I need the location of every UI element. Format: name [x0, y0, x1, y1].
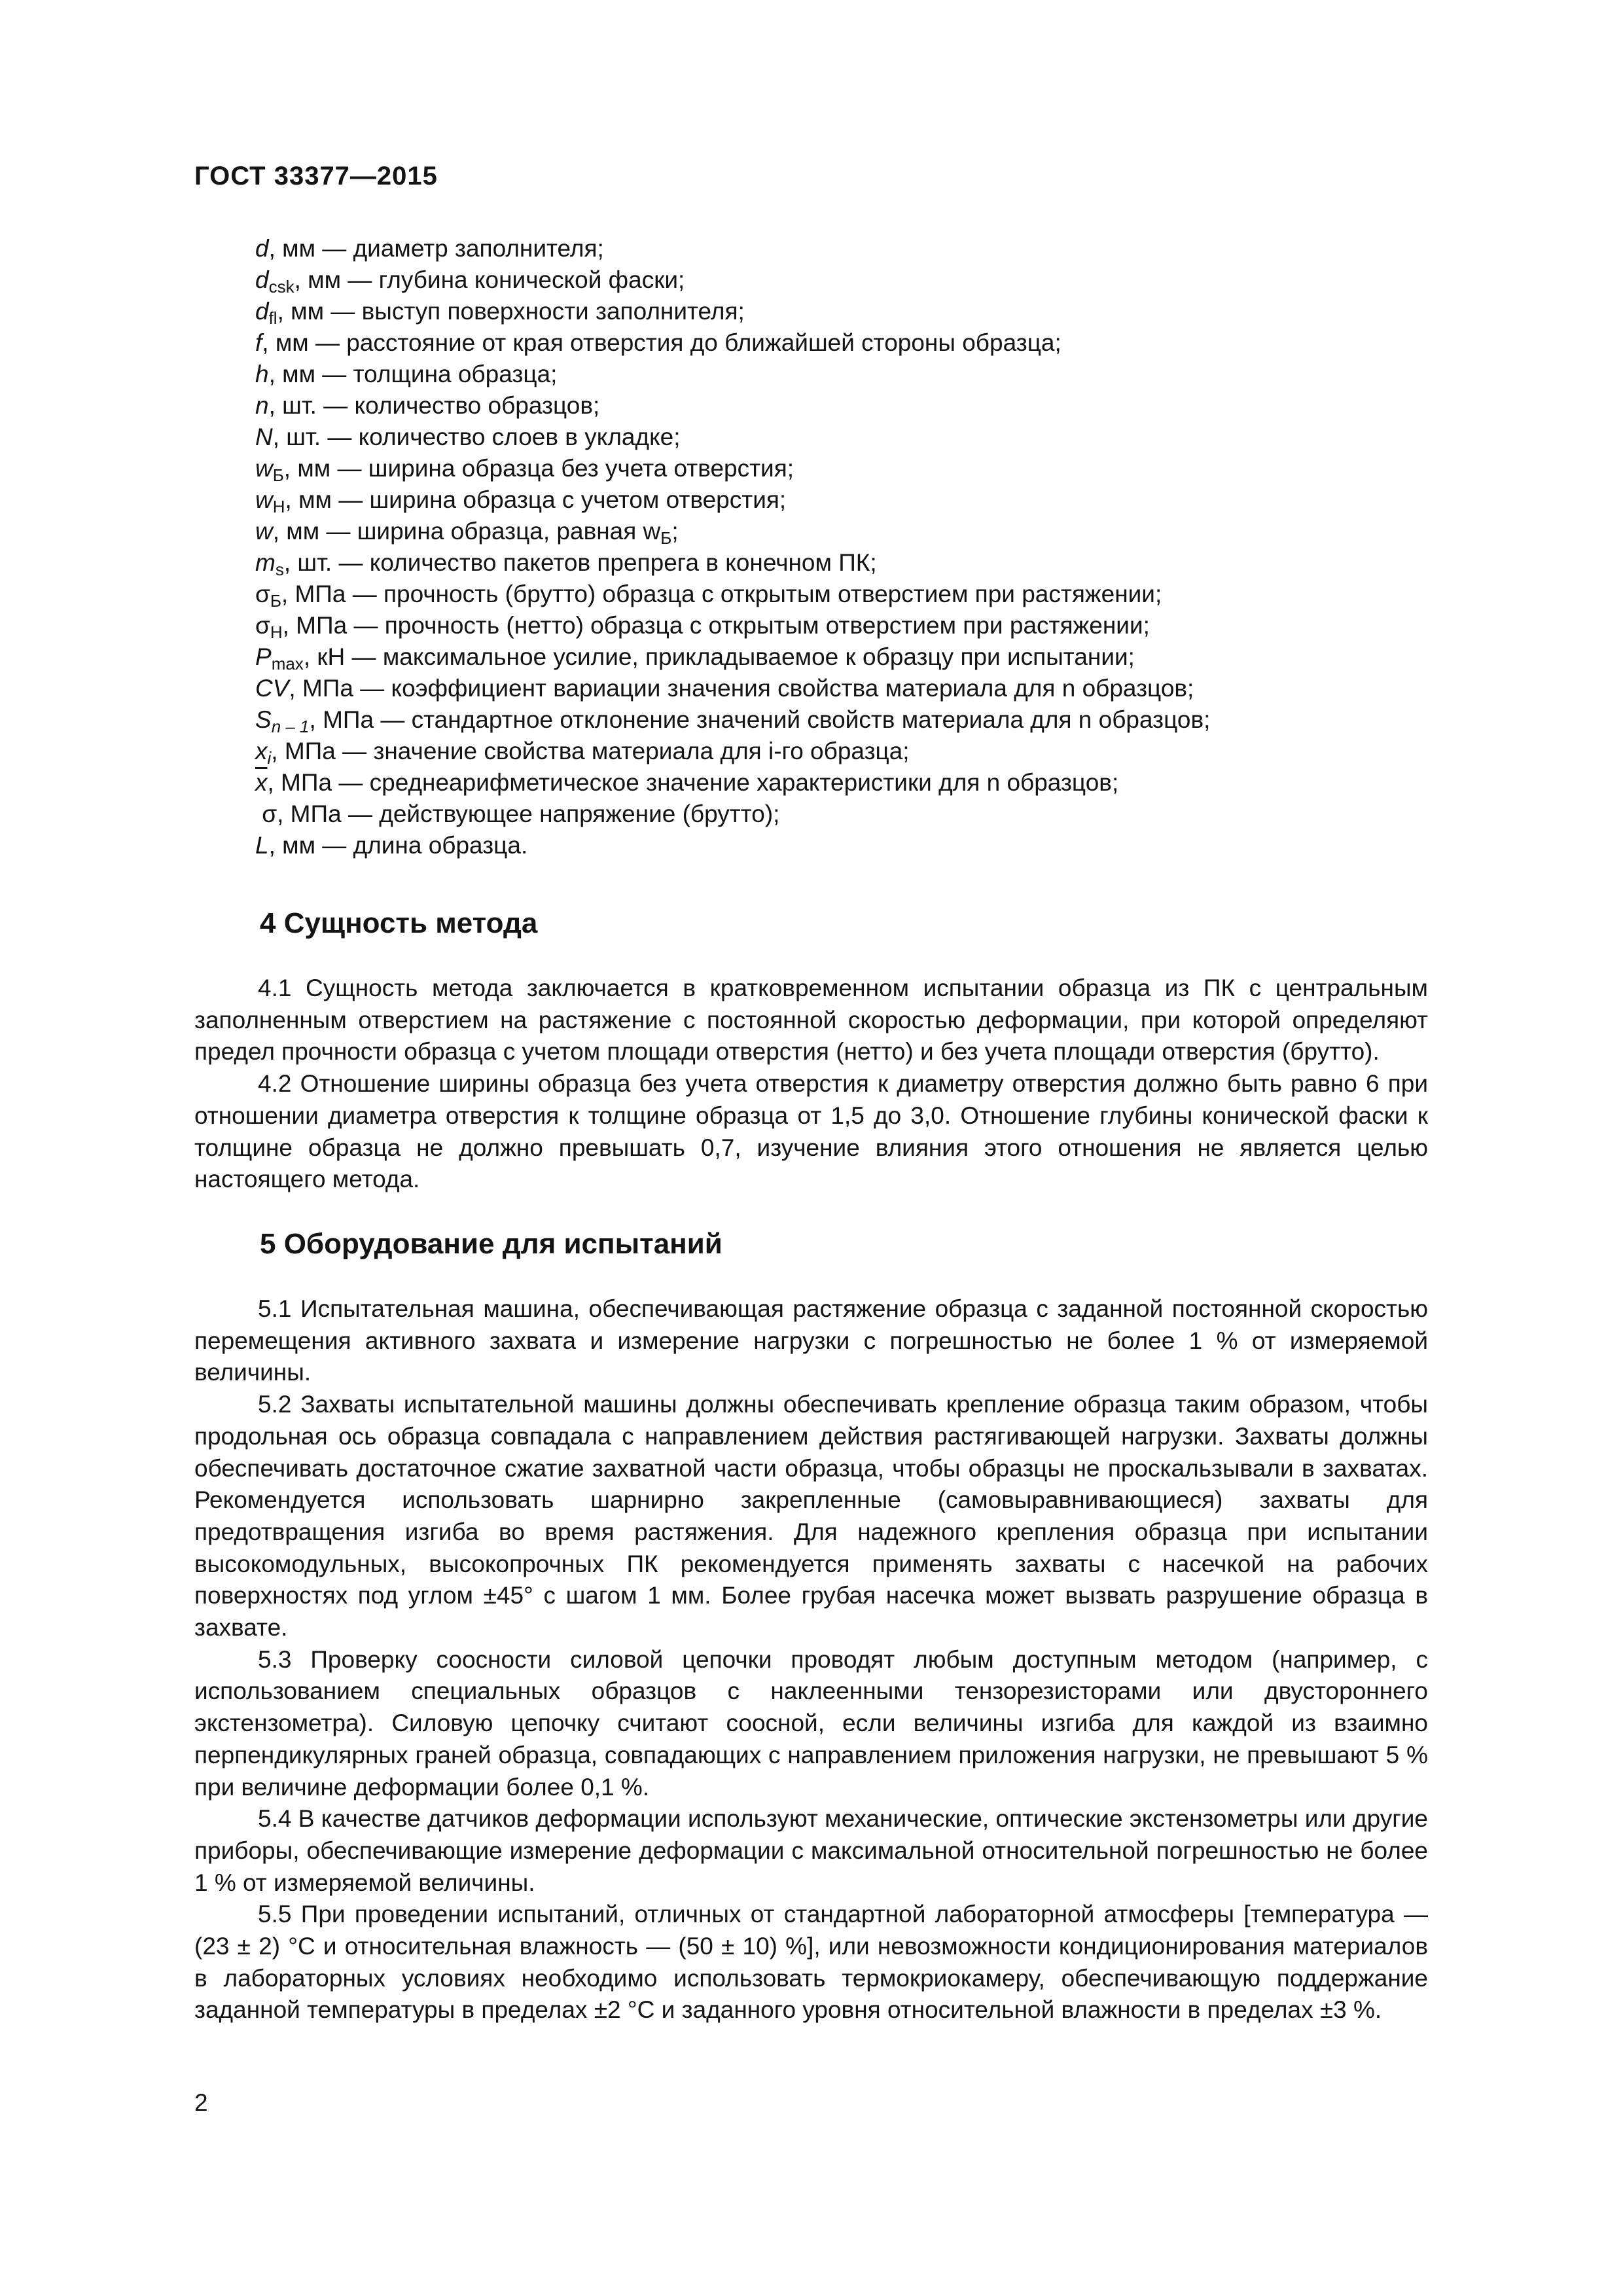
definition-line: $d_{fl}$, мм — выступ поверхности заполнителя; — [255, 298, 745, 328]
definition-line: w, мм — ширина образца, равная $w_Б$; — [255, 518, 679, 548]
section-5-body — [194, 1293, 1428, 2026]
document-header: ГОСТ 33377—2015 — [194, 162, 438, 190]
definition-line: $x_i$, МПа — значение свойства материала для i-го образца; — [255, 738, 910, 768]
definition-line: $d_{csk}$, мм — глубина конической фаски; — [255, 266, 685, 296]
paragraph-5-1: 5.1 Испытательная машина, обеспечивающая растяжение образца с заданной постоянной скоростью перемещения активного захвата и измерение нагрузки с погрешностью не более 1 % от измеряемой величины. — [194, 1295, 1428, 1386]
section-4-title: 4 Сущность метода — [260, 907, 538, 939]
section-5-title: 5 Оборудование для испытаний — [260, 1228, 722, 1260]
definition-line: f, мм — расстояние от края отверстия до ближайшей стороны образца; — [255, 329, 1061, 356]
definition-line: h, мм — толщина образца; — [255, 361, 558, 387]
definition-line: $\sigma_Н$, МПа — прочность (нетто) образца с открытым отверстием при растяжении; — [255, 612, 1150, 642]
definition-line: N, шт. — количество слоев в укладке; — [255, 423, 681, 450]
definition-line: $S_{n - 1}$, МПа — стандартное отклонение значений свойств материала для n образцов; — [255, 706, 1211, 736]
paragraph-4-2: 4.2 Отношение ширины образца без учета отверстия к диаметру отверстия должно быть равно 6 при отношении диаметра отверстия к толщине образца от 1,5 до 3,0. Отношение глубины конической фаски к толщине образца не должно превышать 0,7, изучение влияния этого отношения не является целью настоящего метода. — [194, 1070, 1428, 1193]
paragraph-4-1: 4.1 Сущность метода заключается в кратковременном испытании образца из ПК с центральным заполненным отверстием на растяжение с постоянной скоростью деформации, при которой определяют предел прочности образца с учетом площади отверстия (нетто) и без учета площади отверстия (брутто). — [194, 975, 1428, 1066]
definition-line: L, мм — длина образца. — [255, 832, 528, 859]
definition-line: $\sigma_Б$, МПа — прочность (брутто) образца с открытым отверстием при растяжении; — [255, 581, 1162, 611]
definition-line: n, шт. — количество образцов; — [255, 392, 600, 419]
definition-line: $P_{max}$, кН — максимальное усилие, прикладываемое к образцу при испытании; — [255, 643, 1135, 673]
definition-line: σ, МПа — действующее напряжение (брутто); — [262, 800, 780, 827]
paragraph-5-3: 5.3 Проверку соосности силовой цепочки проводят любым доступным методом (например, с использованием специальных образцов с наклеенными тензорезисторами или двустороннего экстензометра). Силовую цепочку считают соосной, если величины изгиба для каждой из взаимно перпендикулярных граней образца, совпадающих с направлением приложения нагрузки, не превышают 5 % при величине деформации более 0,1 %. — [194, 1645, 1428, 1801]
symbol-definitions-list — [255, 233, 1433, 861]
definition-line: $\overline{x}$, МПа — среднеарифметическое значение характеристики для n образцов; — [255, 769, 1119, 796]
definition-line: $w_Б$, мм — ширина образца без учета отверстия; — [255, 455, 794, 485]
paragraph-5-5: 5.5 При проведении испытаний, отличных от стандартной лабораторной атмосферы [температура — (23 ± 2) °С и относительная влажность — (50 ± 10) %], или невозможности кондиционирования материалов в лабораторных условиях необходимо использовать термокриокамеру, обеспечивающую поддержание заданной температуры в пределах ±2 °С и заданного уровня относительной влажности в пределах ±3 %. — [194, 1901, 1428, 2024]
page-number: 2 — [194, 2089, 208, 2116]
paragraph-5-2: 5.2 Захваты испытательной машины должны обеспечивать крепление образца таким образом, чтобы продольная ось образца совпадала с направлением действия растягивающей нагрузки. Захваты должны обеспечивать достаточное сжатие захватной части образца, чтобы образцы не проскальзывали в захватах. Рекомендуется использовать шарнирно закрепленные (самовыравнивающиеся) захваты для предотвращения изгиба во время растяжения. Для надежного крепления образца при испытании высокомодульных, высокопрочных ПК рекомендуется применять захваты с насечкой на рабочих поверхностях под углом ±45° с шагом 1 мм. Более грубая насечка может вызвать разрушение образца в захвате. — [194, 1391, 1428, 1641]
definition-line: $m_s$, шт. — количество пакетов препрега в конечном ПК; — [255, 549, 877, 579]
definition-line: $w_Н$, мм — ширина образца с учетом отверстия; — [255, 486, 787, 516]
definition-line: d, мм — диаметр заполнителя; — [255, 235, 604, 262]
paragraph-5-4: 5.4 В качестве датчиков деформации используют механические, оптические экстензометры или другие приборы, обеспечивающие измерение деформации с максимальной относительной погрешностью не более 1 % от измеряемой величины. — [194, 1805, 1428, 1896]
section-4-body — [194, 973, 1428, 1196]
definition-line: CV, МПа — коэффициент вариации значения свойства материала для n образцов; — [255, 675, 1194, 702]
